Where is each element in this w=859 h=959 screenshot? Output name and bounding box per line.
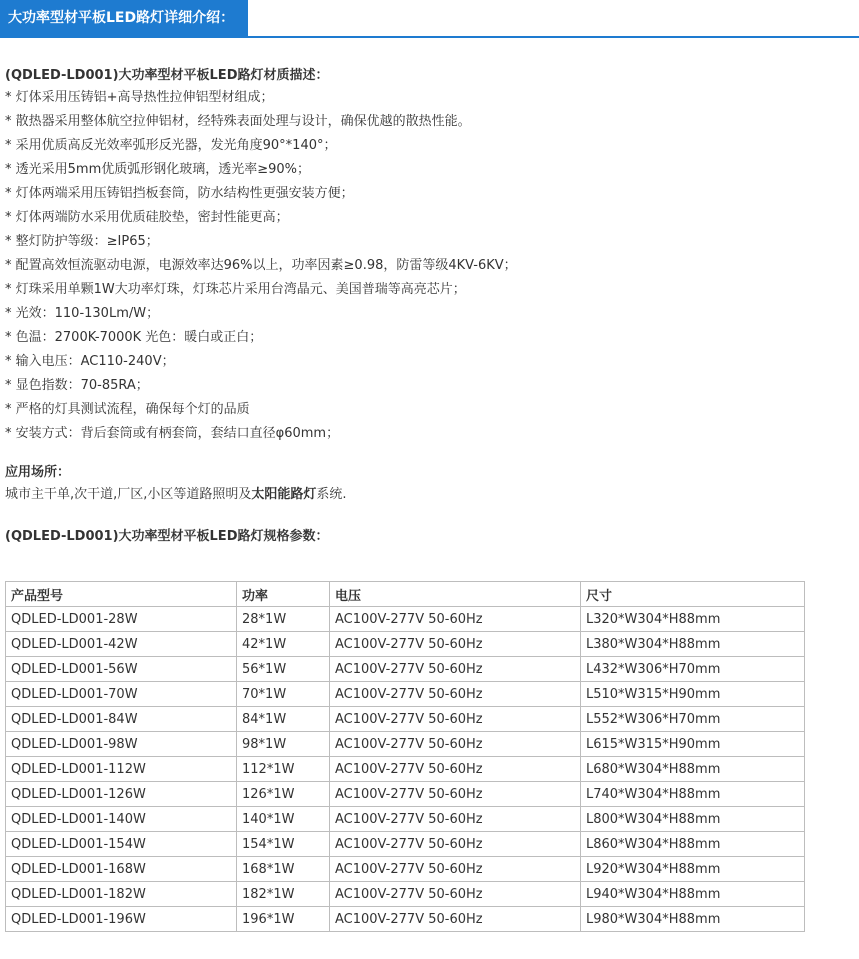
cell-model: QDLED-LD001-140W <box>6 807 237 832</box>
cell-voltage: AC100V-277V 50-60Hz <box>330 732 581 757</box>
cell-power: 196*1W <box>237 907 330 932</box>
cell-power: 98*1W <box>237 732 330 757</box>
cell-voltage: AC100V-277V 50-60Hz <box>330 607 581 632</box>
cell-power: 140*1W <box>237 807 330 832</box>
cell-power: 168*1W <box>237 857 330 882</box>
cell-size: L920*W304*H88mm <box>581 857 805 882</box>
cell-power: 112*1W <box>237 757 330 782</box>
description-title: (QDLED-LD001)大功率型材平板LED路灯材质描述： <box>5 68 329 83</box>
cell-power: 56*1W <box>237 657 330 682</box>
description-item: * 配置高效恒流驱动电源，电源效率达96%以上，功率因素≥0.98，防雷等级4KV-6KV； <box>5 258 517 273</box>
usage-text-before: 城市主干单,次干道,厂区,小区等道路照明及 <box>5 487 252 502</box>
cell-size: L800*W304*H88mm <box>581 807 805 832</box>
cell-size: L980*W304*H88mm <box>581 907 805 932</box>
cell-size: L432*W306*H70mm <box>581 657 805 682</box>
cell-power: 28*1W <box>237 607 330 632</box>
cell-voltage: AC100V-277V 50-60Hz <box>330 657 581 682</box>
header-voltage: 电压 <box>330 582 581 607</box>
cell-size: L320*W304*H88mm <box>581 607 805 632</box>
cell-size: L860*W304*H88mm <box>581 832 805 857</box>
spacer <box>5 446 855 462</box>
description-item: * 严格的灯具测试流程，确保每个灯的品质 <box>5 402 250 417</box>
cell-model: QDLED-LD001-182W <box>6 882 237 907</box>
cell-model: QDLED-LD001-70W <box>6 682 237 707</box>
description-item: * 灯体两端采用压铸铝挡板套筒，防水结构性更强安装方便； <box>5 186 354 201</box>
description-item: * 透光采用5mm优质弧形钢化玻璃，透光率≥90%； <box>5 162 311 177</box>
cell-model: QDLED-LD001-42W <box>6 632 237 657</box>
table-row <box>6 732 805 757</box>
table-row <box>6 707 805 732</box>
usage-text-after: 系统. <box>316 487 347 502</box>
table-header-row <box>6 582 805 607</box>
description-item: * 散热器采用整体航空拉伸铝材，经特殊表面处理与设计，确保优越的散热性能。 <box>5 114 471 129</box>
description-item: * 灯体采用压铸铝+高导热性拉伸铝型材组成； <box>5 90 274 105</box>
description-item: * 灯体两端防水采用优质硅胶垫，密封性能更高； <box>5 210 289 225</box>
cell-power: 42*1W <box>237 632 330 657</box>
header-model: 产品型号 <box>6 582 237 607</box>
spec-table <box>5 581 805 932</box>
cell-voltage: AC100V-277V 50-60Hz <box>330 807 581 832</box>
description-item: * 输入电压：AC110-240V； <box>5 354 175 369</box>
description-item: * 灯珠采用单颗1W大功率灯珠，灯珠芯片采用台湾晶元、美国普瑞等高亮芯片； <box>5 282 466 297</box>
spacer <box>5 506 855 526</box>
cell-model: QDLED-LD001-98W <box>6 732 237 757</box>
cell-size: L615*W315*H90mm <box>581 732 805 757</box>
usage-text <box>5 484 855 506</box>
cell-model: QDLED-LD001-84W <box>6 707 237 732</box>
description-item: * 色温：2700K-7000K 光色：暖白或正白； <box>5 330 263 345</box>
cell-power: 182*1W <box>237 882 330 907</box>
table-row <box>6 682 805 707</box>
table-row <box>6 757 805 782</box>
cell-voltage: AC100V-277V 50-60Hz <box>330 882 581 907</box>
spec-title: (QDLED-LD001)大功率型材平板LED路灯规格参数： <box>5 529 329 544</box>
description-item: * 光效：110-130Lm/W； <box>5 306 160 321</box>
description-item: * 安装方式：背后套筒或有柄套筒，套结口直径φ60mm； <box>5 426 340 441</box>
product-description <box>5 66 855 548</box>
description-item: * 显色指数：70-85RA； <box>5 378 149 393</box>
header-power: 功率 <box>237 582 330 607</box>
cell-voltage: AC100V-277V 50-60Hz <box>330 682 581 707</box>
description-item: * 采用优质高反光效率弧形反光器，发光角度90°*140°； <box>5 138 337 153</box>
table-row <box>6 857 805 882</box>
table-row <box>6 882 805 907</box>
section-tab-bar <box>0 0 859 38</box>
cell-model: QDLED-LD001-154W <box>6 832 237 857</box>
cell-size: L510*W315*H90mm <box>581 682 805 707</box>
cell-size: L380*W304*H88mm <box>581 632 805 657</box>
cell-voltage: AC100V-277V 50-60Hz <box>330 907 581 932</box>
tab-underline <box>0 36 859 38</box>
cell-size: L940*W304*H88mm <box>581 882 805 907</box>
cell-model: QDLED-LD001-126W <box>6 782 237 807</box>
cell-model: QDLED-LD001-112W <box>6 757 237 782</box>
cell-size: L552*W306*H70mm <box>581 707 805 732</box>
table-row <box>6 632 805 657</box>
cell-voltage: AC100V-277V 50-60Hz <box>330 857 581 882</box>
cell-model: QDLED-LD001-56W <box>6 657 237 682</box>
table-row <box>6 907 805 932</box>
header-size: 尺寸 <box>581 582 805 607</box>
cell-voltage: AC100V-277V 50-60Hz <box>330 707 581 732</box>
table-row <box>6 607 805 632</box>
cell-voltage: AC100V-277V 50-60Hz <box>330 782 581 807</box>
cell-model: QDLED-LD001-196W <box>6 907 237 932</box>
section-tab-title: 大功率型材平板LED路灯详细介绍： <box>0 0 248 36</box>
cell-model: QDLED-LD001-28W <box>6 607 237 632</box>
cell-power: 70*1W <box>237 682 330 707</box>
solar-street-light-link[interactable]: 太阳能路灯 <box>251 487 317 502</box>
cell-voltage: AC100V-277V 50-60Hz <box>330 757 581 782</box>
usage-title: 应用场所： <box>5 465 71 480</box>
cell-voltage: AC100V-277V 50-60Hz <box>330 632 581 657</box>
description-item: * 整灯防护等级：≥IP65； <box>5 234 159 249</box>
cell-power: 84*1W <box>237 707 330 732</box>
cell-power: 154*1W <box>237 832 330 857</box>
table-row <box>6 807 805 832</box>
table-row <box>6 782 805 807</box>
cell-size: L680*W304*H88mm <box>581 757 805 782</box>
cell-model: QDLED-LD001-168W <box>6 857 237 882</box>
cell-size: L740*W304*H88mm <box>581 782 805 807</box>
table-row <box>6 832 805 857</box>
cell-power: 126*1W <box>237 782 330 807</box>
table-row <box>6 657 805 682</box>
cell-voltage: AC100V-277V 50-60Hz <box>330 832 581 857</box>
